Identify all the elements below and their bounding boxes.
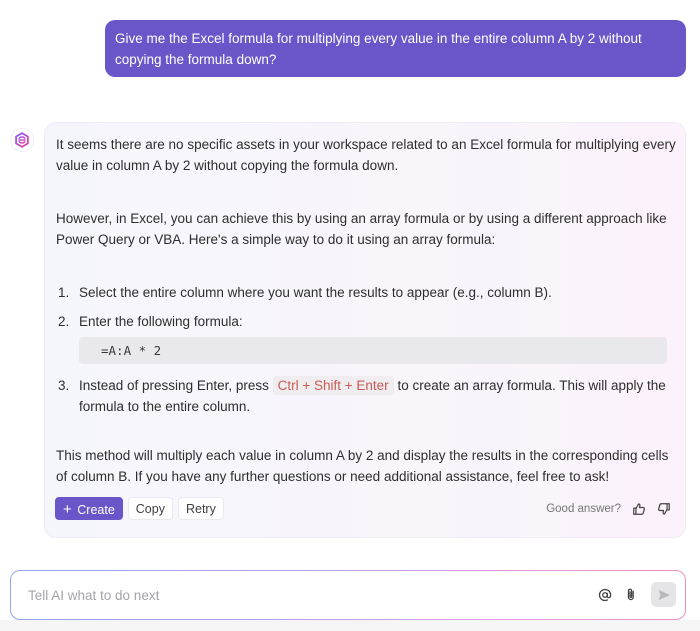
step-item-1 xyxy=(56,283,676,304)
code-block xyxy=(79,337,667,364)
step-item-3 xyxy=(56,376,676,417)
send-icon xyxy=(657,589,671,601)
ai-logo-icon xyxy=(14,132,30,148)
keyboard-shortcut: Ctrl + Shift + Enter xyxy=(273,376,394,395)
step-number: 1. xyxy=(58,285,70,300)
prompt-input[interactable] xyxy=(28,571,568,619)
response-actions xyxy=(55,497,224,520)
step-text: Enter the following formula: xyxy=(79,314,243,329)
response-paragraph-2: However, in Excel, you can achieve this by using an array formula or by using a different approach like Power Query or VBA. Here's a simple way to do it using an array formula: xyxy=(56,211,667,247)
thumbs-down-icon[interactable] xyxy=(656,502,671,517)
step-item-2 xyxy=(56,312,676,333)
mention-icon[interactable] xyxy=(597,587,613,603)
step-text: Select the entire column where you want the results to appear (e.g., column B). xyxy=(79,285,552,300)
step-number: 3. xyxy=(58,378,70,393)
code-text: =A:A * 2 xyxy=(101,343,162,358)
create-label: Create xyxy=(77,503,115,517)
retry-button[interactable]: Retry xyxy=(178,497,224,520)
response-paragraph-1: It seems there are no specific assets in your workspace related to an Excel formula for multiplying every value in column A by 2 without copying the formula down. xyxy=(56,137,676,173)
step-text-before: Instead of pressing Enter, press xyxy=(79,378,269,393)
step-text-after: to create an array formula. This will apply the formula to the entire column. xyxy=(79,378,666,414)
prompt-input-inner xyxy=(11,571,685,619)
user-message-bubble xyxy=(105,20,686,77)
ai-response-bubble xyxy=(44,122,686,538)
input-actions xyxy=(597,582,676,607)
bottom-bar xyxy=(0,620,700,631)
feedback-area xyxy=(546,499,671,520)
ai-avatar xyxy=(10,128,34,152)
create-button[interactable] xyxy=(55,497,123,520)
user-message-text: Give me the Excel formula for multiplying every value in the entire column A by 2 without copying the formula down? xyxy=(115,31,642,67)
prompt-input-container xyxy=(10,570,686,620)
feedback-label: Good answer? xyxy=(546,503,621,515)
copy-button[interactable]: Copy xyxy=(128,497,173,520)
thumbs-up-icon[interactable] xyxy=(631,502,646,517)
paperclip-icon[interactable] xyxy=(623,587,639,603)
step-number: 2. xyxy=(58,314,70,329)
response-paragraph-3: This method will multiply each value in column A by 2 and display the results in the corresponding cells of column B. If you have any further questions or need additional assistance, feel free to ask! xyxy=(56,448,669,484)
plus-icon: + xyxy=(63,501,72,518)
send-button[interactable] xyxy=(651,582,676,607)
